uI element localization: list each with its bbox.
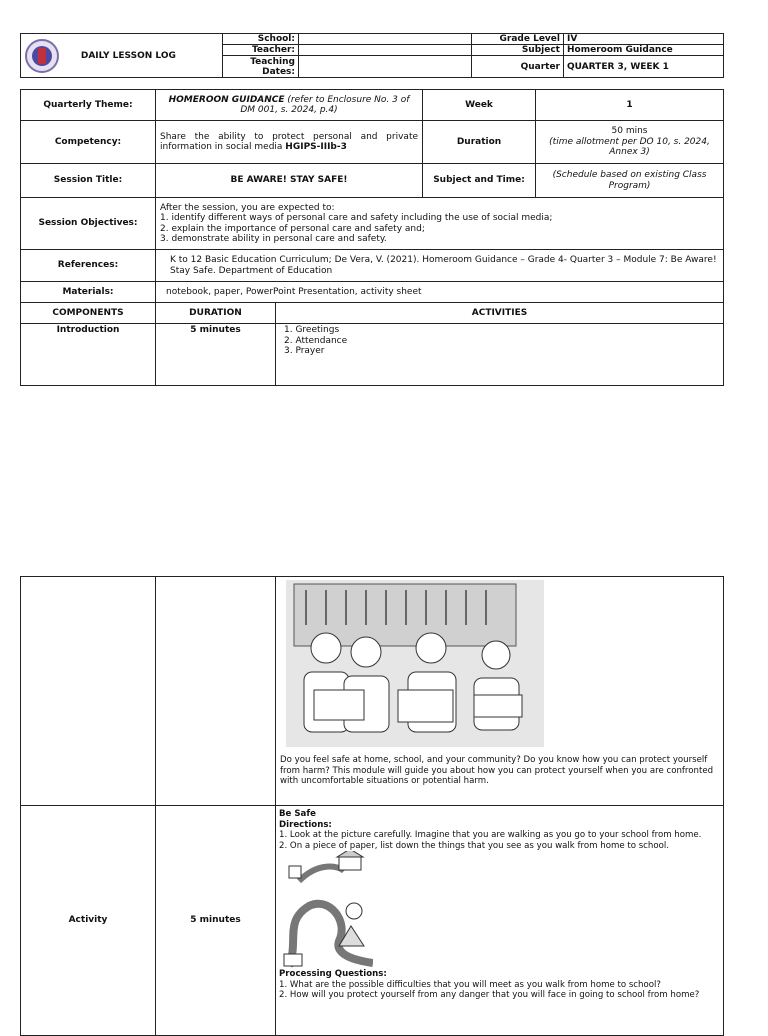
activity-title: Be Safe <box>279 809 316 819</box>
competency-label: Competency: <box>21 121 156 164</box>
col-activities: ACTIVITIES <box>276 303 724 324</box>
direction-item: 2. On a piece of paper, list down the things that you see as you walk from home to school. <box>279 840 669 851</box>
theme-value <box>156 90 423 121</box>
col-duration: DURATION <box>156 303 276 324</box>
empty-duration <box>156 577 276 806</box>
teacher-field[interactable] <box>299 45 472 56</box>
school-label: School: <box>223 34 299 45</box>
question-item: 2. How will you protect yourself from any danger that you will face in going to school from home? <box>279 990 700 1000</box>
session-title-label: Session Title: <box>21 164 156 198</box>
duration-note: (time allotment per DO 10, s. 2024, Annex 3) <box>549 136 710 158</box>
dates-field[interactable] <box>299 56 472 78</box>
session-title: BE AWARE! STAY SAFE! <box>156 164 423 198</box>
road-map-illustration <box>279 851 373 969</box>
activity-item: 2. Attendance <box>284 335 348 346</box>
theme-bold: HOMEROON GUIDANCE <box>168 94 285 105</box>
children-reading-illustration <box>286 580 544 747</box>
intro-duration: 5 minutes <box>156 324 276 386</box>
intro-paragraph: Do you feel safe at home, school, and your community? Do you know how you can protect yourself from harm? This module will guide you about how you can protect yourself when you are confronted with uncomfortable situations or potential harm. <box>280 755 714 786</box>
quarter-label: Quarter <box>472 56 564 78</box>
competency-text: Share the ability to protect personal and private information in social media <box>160 131 419 152</box>
theme-label: Quarterly Theme: <box>21 90 156 121</box>
duration-value <box>536 121 724 164</box>
grade-label: Grade Level <box>472 34 564 45</box>
intro-activities <box>276 324 724 386</box>
school-field[interactable] <box>299 34 472 45</box>
quarter-value: QUARTER 3, WEEK 1 <box>564 56 724 78</box>
lesson-plan-table-continued <box>20 576 724 1036</box>
objective-item: 2. explain the importance of personal care and safety and; <box>160 223 425 234</box>
intro-component: Introduction <box>21 324 156 386</box>
competency-value <box>156 121 423 164</box>
competency-code: HGIPS-IIIb-3 <box>285 142 347 152</box>
intro-content <box>276 577 724 806</box>
subject-time-label: Subject and Time: <box>423 164 536 198</box>
subject-time-value: (Schedule based on existing Class Program) <box>536 164 724 198</box>
objective-item: 1. identify different ways of personal care and safety including the use of social media; <box>160 213 553 223</box>
subject-label: Subject <box>472 45 564 56</box>
direction-item: 1. Look at the picture carefully. Imagine that you are walking as you go to your school from home. <box>279 830 702 840</box>
teacher-label: Teacher: <box>223 45 299 56</box>
objective-item: 3. demonstrate ability in personal care and safety. <box>160 234 387 244</box>
empty-component <box>21 577 156 806</box>
dates-label: Teaching Dates: <box>223 56 299 78</box>
header-title-cell <box>21 34 223 78</box>
document-title: DAILY LESSON LOG <box>80 50 176 61</box>
activity-item: 3. Prayer <box>284 346 325 356</box>
duration-label: Duration <box>423 121 536 164</box>
references: K to 12 Basic Education Curriculum; De Vera, V. (2021). Homeroom Guidance – Grade 4- Quarter 3 – Module 7: Be Aware! Stay Safe. Department of Education <box>156 250 724 282</box>
questions-label: Processing Questions: <box>279 969 387 979</box>
question-item: 1. What are the possible difficulties that you will meet as you walk from home to school? <box>279 979 661 990</box>
references-label: References: <box>21 250 156 282</box>
activity-content <box>276 806 724 1036</box>
theme-note: (refer to Enclosure No. 3 of DM 001, s. 2024, p.4) <box>240 94 410 115</box>
deped-seal-logo <box>24 38 60 74</box>
week-label: Week <box>423 90 536 121</box>
activity-component: Activity <box>21 806 156 1036</box>
materials-label: Materials: <box>21 282 156 303</box>
objective-intro: After the session, you are expected to: <box>160 202 335 213</box>
lesson-plan-table <box>20 89 724 386</box>
objectives-label: Session Objectives: <box>21 198 156 250</box>
directions-label: Directions: <box>279 819 332 830</box>
subject-value: Homeroom Guidance <box>564 45 724 56</box>
objectives <box>156 198 724 250</box>
duration-mins: 50 mins <box>611 126 648 137</box>
materials: notebook, paper, PowerPoint Presentation, activity sheet <box>156 282 724 303</box>
activity-item: 1. Greetings <box>284 325 340 335</box>
grade-value: IV <box>564 34 724 45</box>
week-value: 1 <box>536 90 724 121</box>
header-table <box>20 33 724 78</box>
col-components: COMPONENTS <box>21 303 156 324</box>
activity-duration: 5 minutes <box>156 806 276 1036</box>
